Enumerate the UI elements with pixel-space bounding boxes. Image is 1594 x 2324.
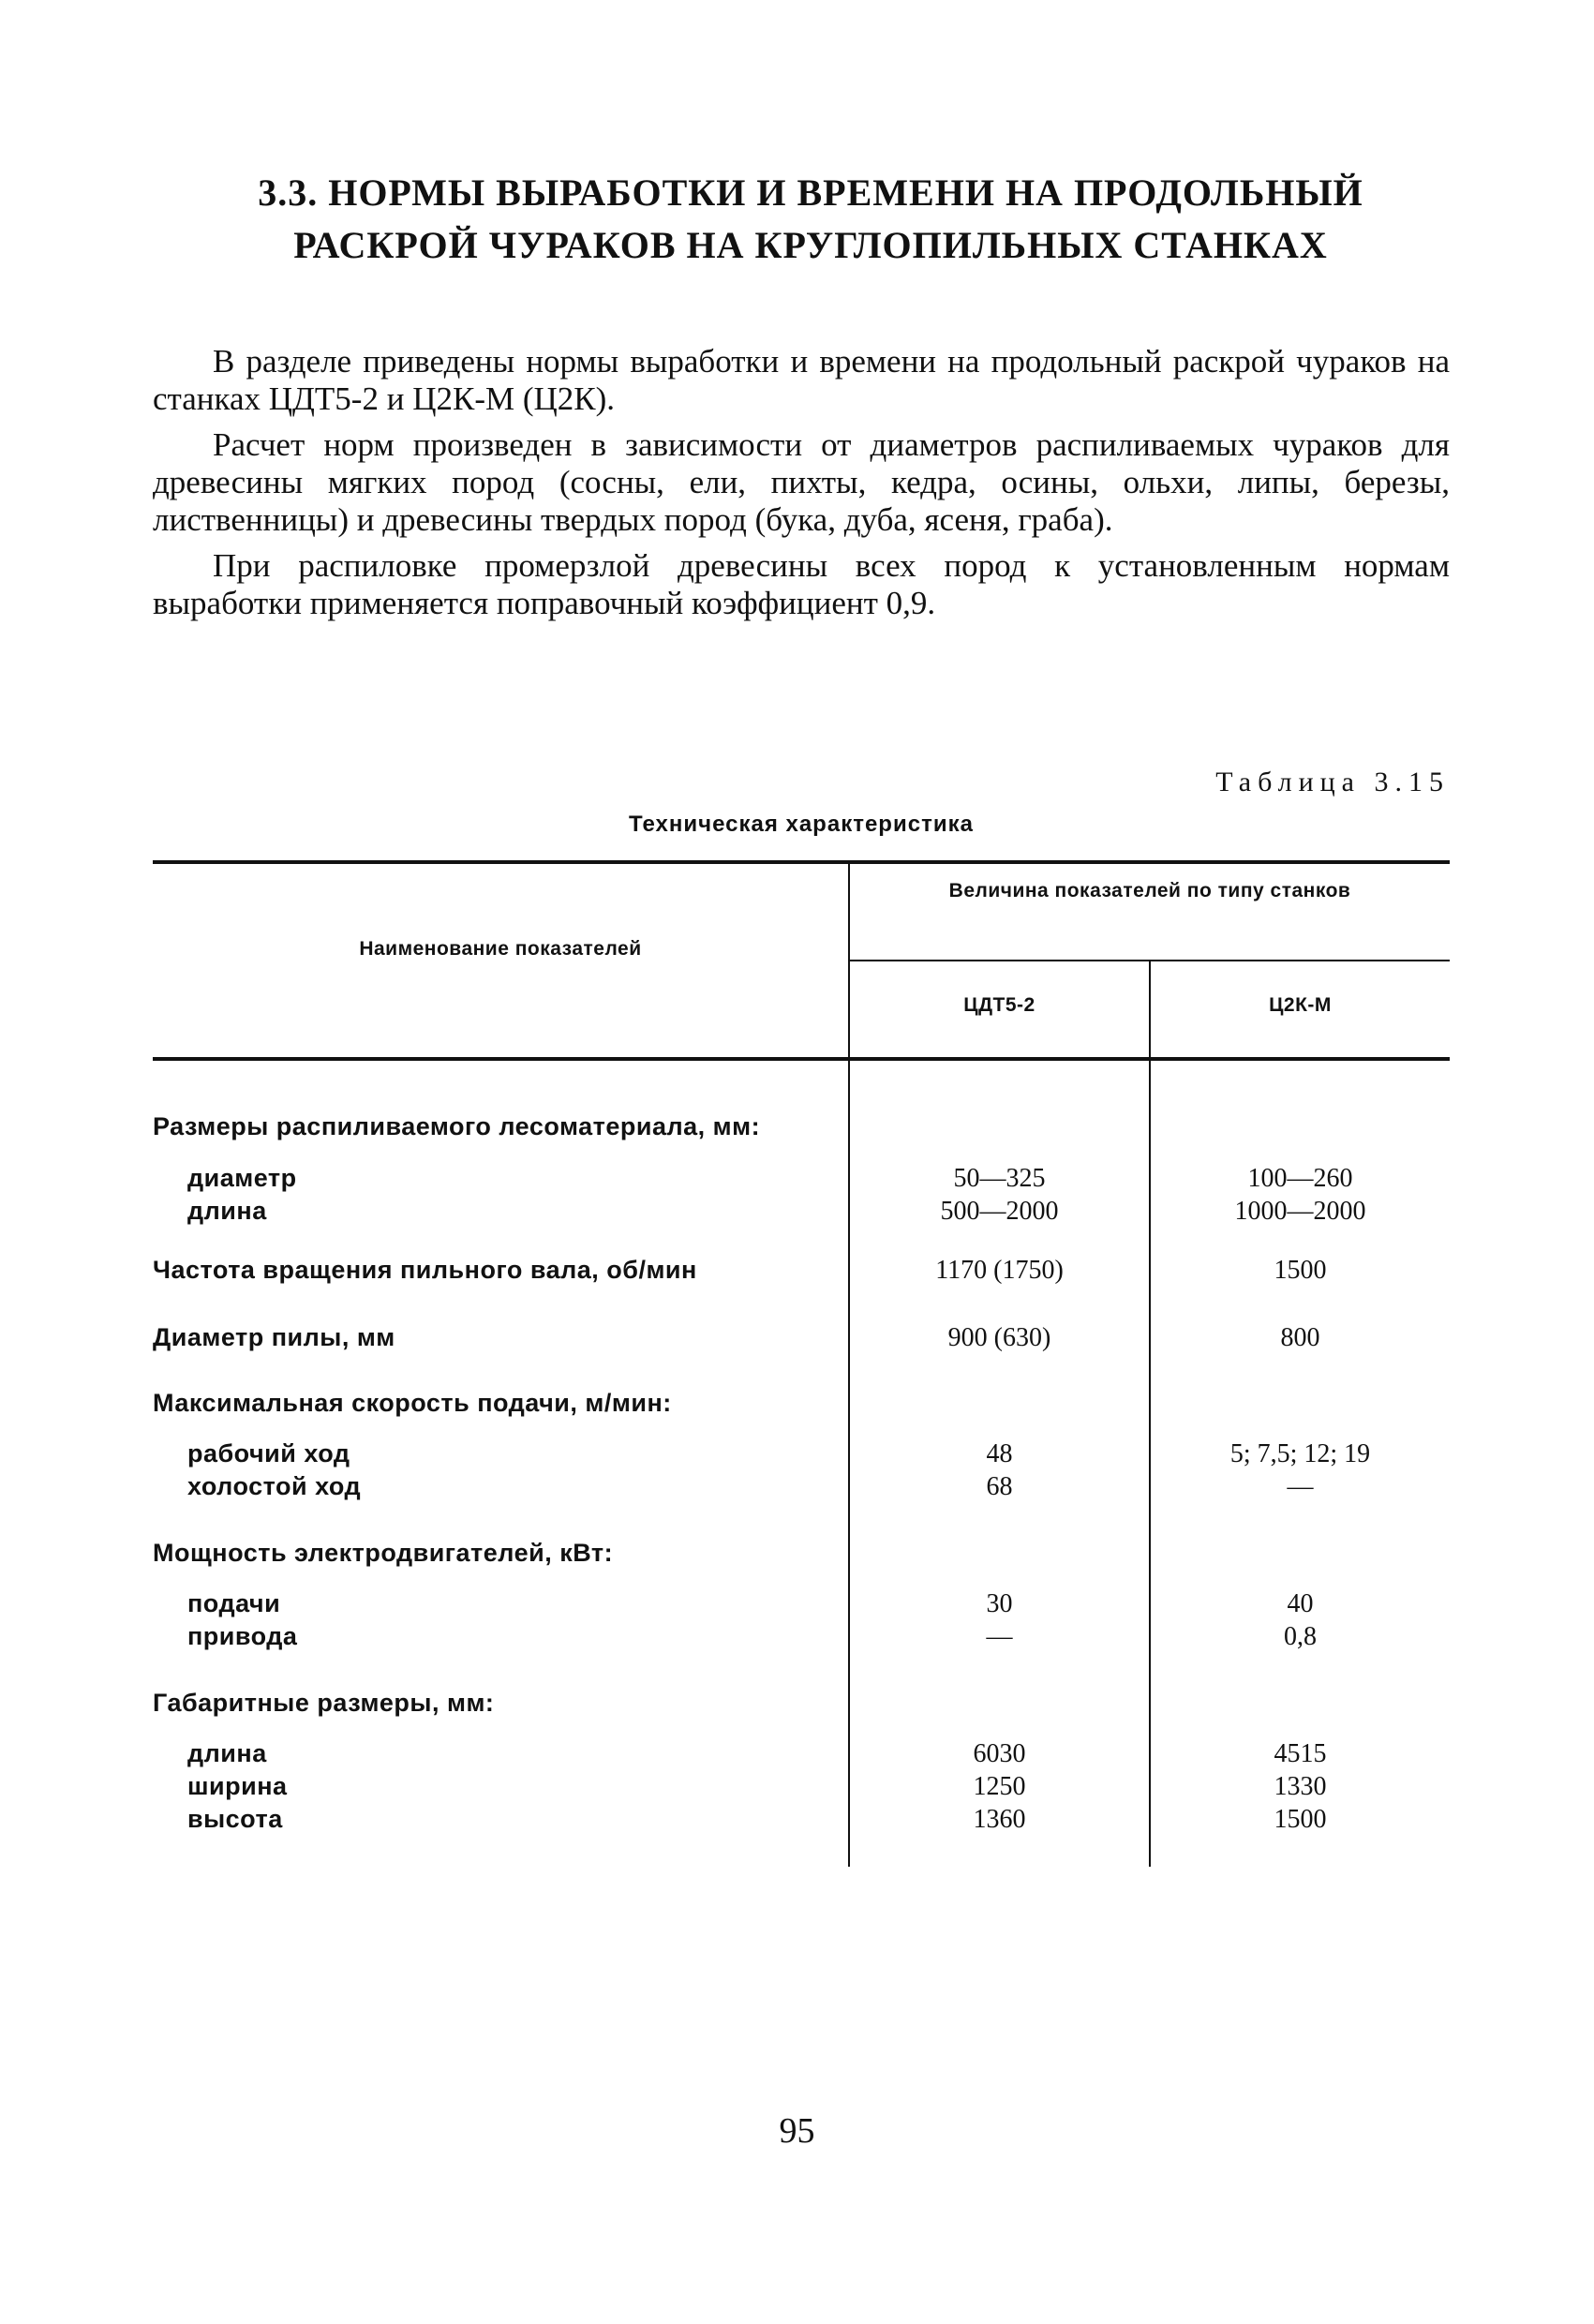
row-value-feed-cdt5: 30 — [986, 1589, 1013, 1618]
row-value-idle-stroke-c2k: — — [1287, 1472, 1314, 1501]
row-value-length-cdt5: 500—2000 — [940, 1197, 1059, 1226]
section-heading-line-2: РАСКРОЙ ЧУРАКОВ НА КРУГЛОПИЛЬНЫХ СТАНКАХ — [293, 224, 1328, 266]
row-label-working-stroke: рабочий ход — [187, 1439, 350, 1467]
row-value-working-stroke-cdt5: 48 — [986, 1439, 1013, 1468]
row-value-drive-cdt5: — — [986, 1622, 1013, 1651]
row-label-overall-dimensions: Габаритные размеры, мм: — [153, 1689, 495, 1717]
table-header-rule — [153, 1057, 1450, 1061]
header-col-c2k-m: Ц2К-М — [1269, 994, 1332, 1016]
row-label-diameter: диаметр — [187, 1164, 297, 1192]
row-value-drive-c2k: 0,8 — [1284, 1622, 1317, 1651]
row-value-saw-diameter-c2k: 800 — [1280, 1323, 1320, 1352]
row-value-dim-length-cdt5: 6030 — [973, 1739, 1026, 1768]
section-body — [153, 343, 1450, 631]
row-label-idle-stroke: холостой ход — [187, 1472, 362, 1500]
row-value-idle-stroke-cdt5: 68 — [986, 1472, 1013, 1501]
table-top-rule — [153, 860, 1450, 864]
row-label-saw-diameter: Диаметр пилы, мм — [153, 1323, 395, 1351]
page-number: 95 — [779, 2111, 815, 2151]
row-label-max-feed-speed: Максимальная скорость подачи, м/мин: — [153, 1389, 672, 1417]
row-value-dim-height-cdt5: 1360 — [973, 1805, 1026, 1834]
row-value-working-stroke-c2k: 5; 7,5; 12; 19 — [1229, 1439, 1371, 1468]
paragraph-frozen-wood: При распиловке промерзлой древесины всех пород к установленным нормам выработки применяется поправочный коэффициент 0,9. — [153, 547, 1450, 621]
row-value-rotation-cdt5: 1170 (1750) — [935, 1256, 1064, 1285]
row-value-dim-length-c2k: 4515 — [1274, 1739, 1327, 1768]
table-column-divider-2 — [1149, 960, 1151, 1867]
row-value-dim-width-cdt5: 1250 — [973, 1772, 1026, 1801]
row-label-dim-height: высота — [187, 1805, 283, 1833]
table-label: Таблица 3.15 — [1215, 767, 1450, 797]
row-value-saw-diameter-cdt5: 900 (630) — [947, 1323, 1051, 1352]
row-label-feed: подачи — [187, 1589, 281, 1617]
row-label-length: длина — [187, 1197, 267, 1225]
row-value-diameter-cdt5: 50—325 — [953, 1164, 1046, 1193]
header-indicator-name: Наименование показателей — [359, 938, 642, 960]
table-title: Техническая характеристика — [629, 812, 974, 837]
row-value-rotation-c2k: 1500 — [1274, 1256, 1327, 1285]
row-value-length-c2k: 1000—2000 — [1234, 1197, 1366, 1226]
row-label-motor-power: Мощность электродвигателей, кВт: — [153, 1539, 614, 1567]
section-heading-line-1: 3.3. НОРМЫ ВЫРАБОТКИ И ВРЕМЕНИ НА ПРОДОЛЬНЫЙ — [258, 171, 1363, 214]
row-label-sawn-material-size: Размеры распиливаемого лесоматериала, мм: — [153, 1112, 761, 1140]
row-label-shaft-rotation: Частота вращения пильного вала, об/мин — [153, 1256, 697, 1284]
paragraph-intro: В разделе приведены нормы выработки и времени на продольный раскрой чураков на станках ЦДТ5-2 и Ц2К-М (Ц2К). — [153, 343, 1450, 417]
paragraph-calculation: Расчет норм произведен в зависимости от диаметров распиливаемых чураков для древесины мягких пород (сосны, ели, пихты, кедра, осины, ольхи, липы, березы, лиственницы) и древесины твердых пород (бука, дуба, ясеня, граба). — [153, 426, 1450, 538]
row-label-dim-length: длина — [187, 1739, 267, 1767]
row-label-dim-width: ширина — [187, 1772, 288, 1800]
row-value-diameter-c2k: 100—260 — [1247, 1164, 1353, 1193]
row-value-dim-height-c2k: 1500 — [1274, 1805, 1327, 1834]
row-label-drive: привода — [187, 1622, 298, 1650]
header-col-cdt5-2: ЦДТ5-2 — [963, 994, 1035, 1016]
row-value-dim-width-c2k: 1330 — [1274, 1772, 1327, 1801]
row-value-feed-c2k: 40 — [1287, 1589, 1314, 1618]
header-values-group: Величина показателей по типу станков — [948, 880, 1351, 901]
section-heading — [187, 167, 1434, 272]
